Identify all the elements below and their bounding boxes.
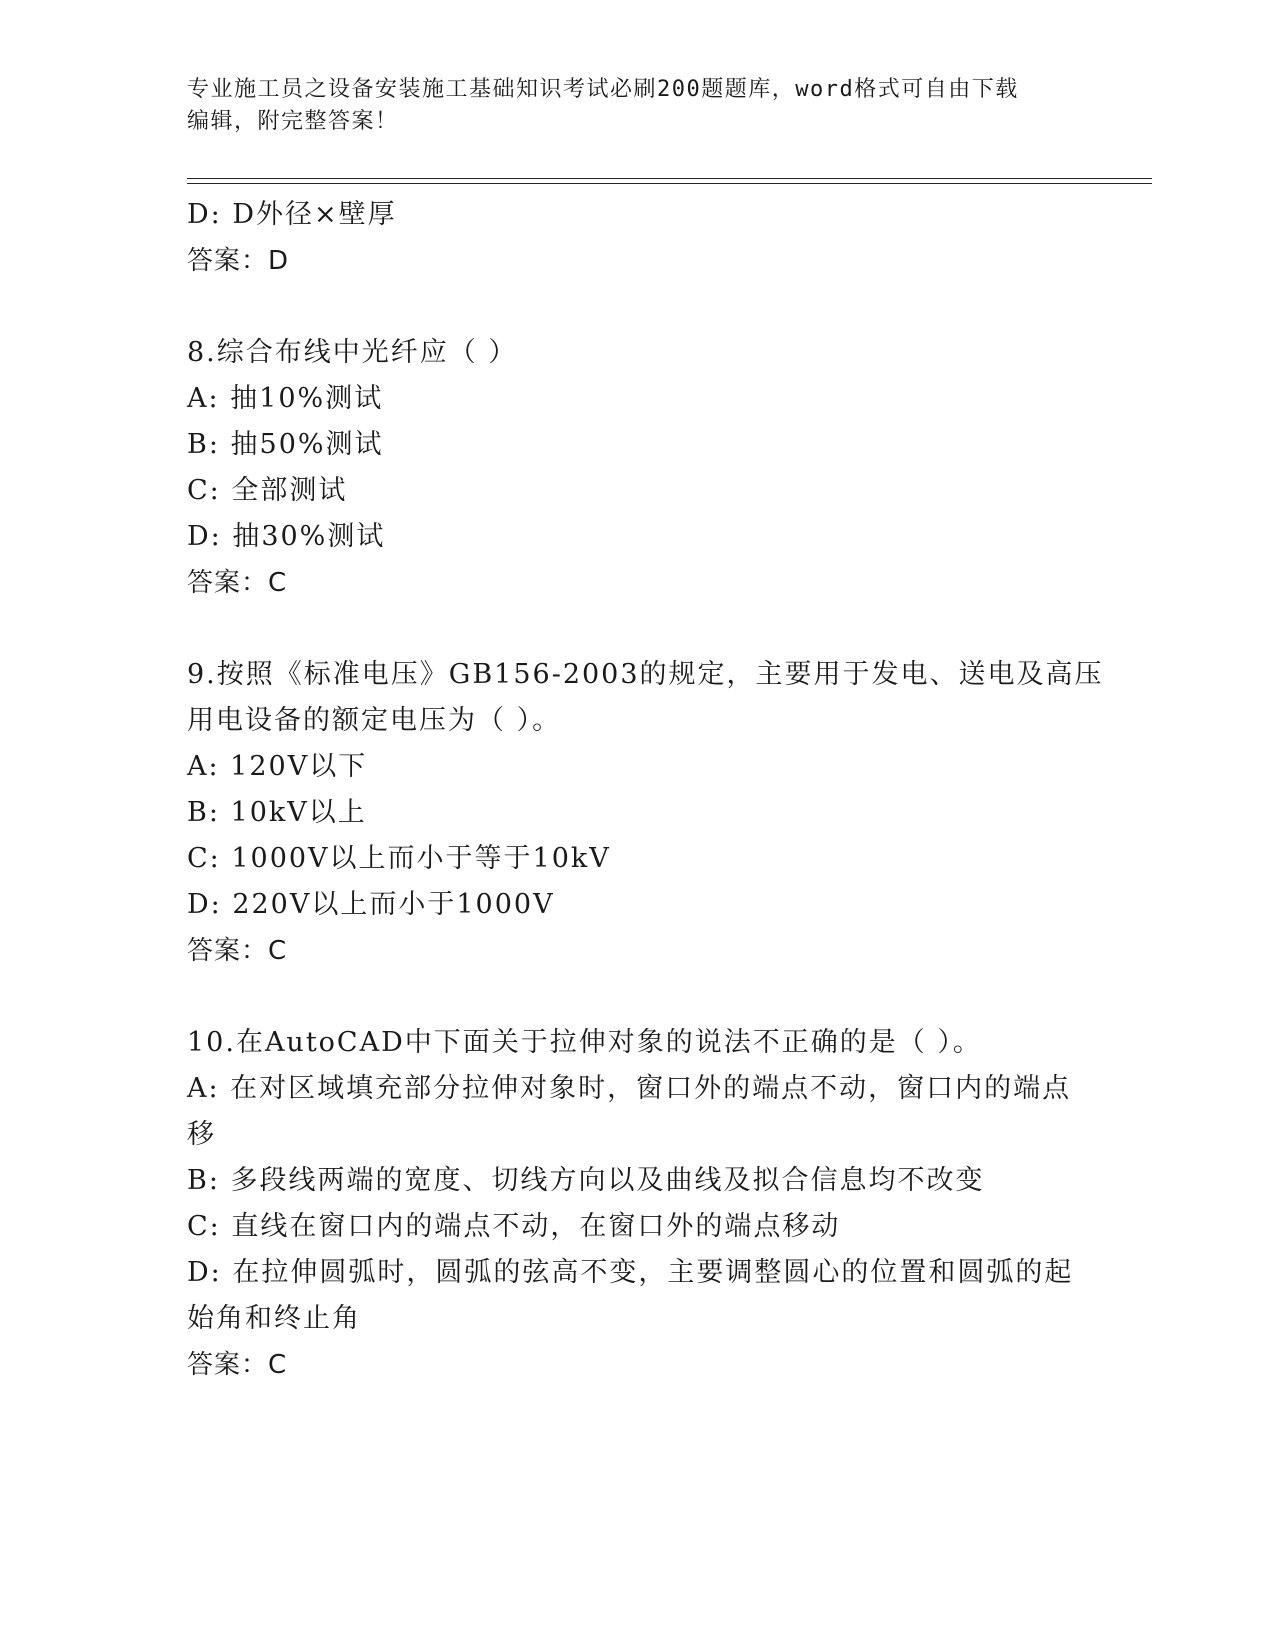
answer: 答案：C <box>187 568 288 598</box>
option-a-line-1: A: 在对区域填充部分拉伸对象时，窗口外的端点不动，窗口内的端点 <box>187 1073 1072 1104</box>
spacer <box>187 284 1087 330</box>
option-c: C: 全部测试 <box>187 475 348 506</box>
prev-answer: 答案：D <box>187 246 290 276</box>
question-stem-line-1: 9.按照《标准电压》GB156-2003的规定，主要用于发电、送电及高压 <box>187 659 1104 690</box>
header-divider-top <box>187 178 1152 179</box>
option-b: B: 10kV以上 <box>187 797 367 828</box>
header-line-1: 专业施工员之设备安装施工基础知识考试必刷200题题库，word格式可自由下载 <box>187 77 1019 102</box>
option-b: B: 抽50%测试 <box>187 429 384 460</box>
spacer <box>187 974 1087 1020</box>
question-stem: 10.在AutoCAD中下面关于拉伸对象的说法不正确的是（ ）。 <box>187 1027 982 1058</box>
question-8 <box>187 330 1087 606</box>
option-a: A: 抽10%测试 <box>187 383 384 414</box>
option-c: C: 1000V以上而小于等于10kV <box>187 843 611 874</box>
option-a-line-2: 移 <box>187 1119 216 1150</box>
header-line-2: 编辑，附完整答案！ <box>187 109 399 134</box>
answer: 答案：C <box>187 936 288 966</box>
option-d-line-1: D: 在拉伸圆弧时，圆弧的弦高不变，主要调整圆心的位置和圆弧的起 <box>187 1257 1074 1288</box>
spacer <box>187 606 1087 652</box>
option-d-line-2: 始角和终止角 <box>187 1303 361 1334</box>
option-c: C: 直线在窗口内的端点不动，在窗口外的端点移动 <box>187 1211 841 1242</box>
question-stem: 8.综合布线中光纤应（ ） <box>187 337 518 368</box>
question-10 <box>187 1020 1087 1388</box>
question-9 <box>187 652 1104 974</box>
question-content <box>187 192 1104 1388</box>
prev-option-d: D: D外径×壁厚 <box>187 199 397 230</box>
option-d: D: 220V以上而小于1000V <box>187 889 555 920</box>
header-divider-bottom <box>187 183 1152 184</box>
answer: 答案：C <box>187 1350 288 1380</box>
option-d: D: 抽30%测试 <box>187 521 386 552</box>
option-a: A: 120V以下 <box>187 751 368 782</box>
option-b: B: 多段线两端的宽度、切线方向以及曲线及拟合信息均不改变 <box>187 1165 985 1196</box>
question-stem-line-2: 用电设备的额定电压为（ ）。 <box>187 705 562 736</box>
document-header <box>187 74 1067 138</box>
